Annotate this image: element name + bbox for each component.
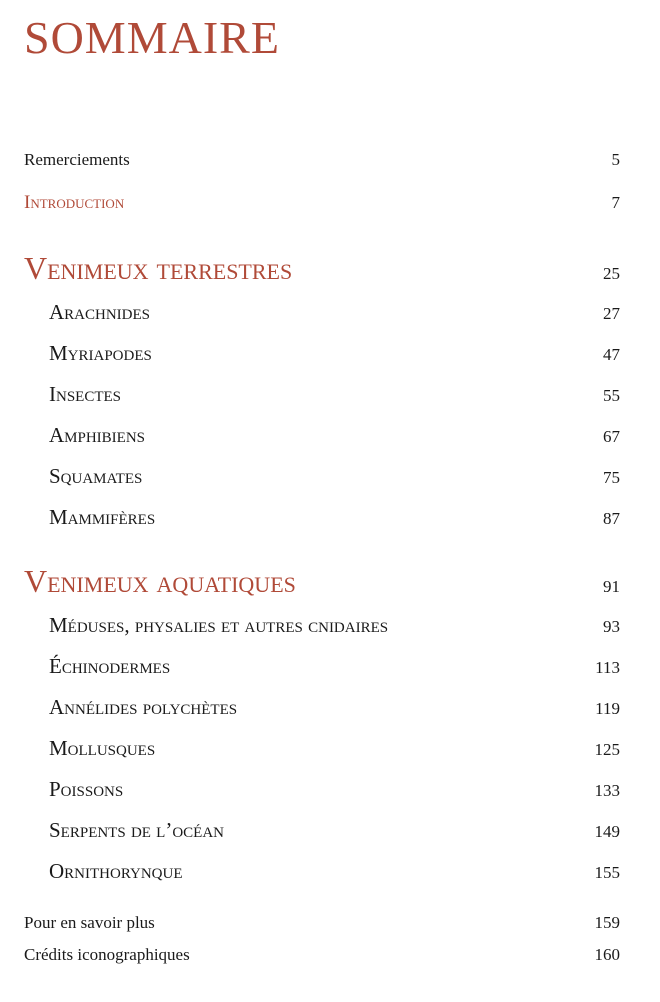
toc-chapter[interactable] bbox=[49, 300, 620, 325]
entry-page: 159 bbox=[594, 913, 620, 932]
part-page: 91 bbox=[603, 577, 620, 596]
chapter-page: 67 bbox=[603, 427, 620, 446]
chapter-page: 87 bbox=[603, 509, 620, 528]
chapter-page: 133 bbox=[594, 781, 620, 800]
toc-entry-credits[interactable] bbox=[24, 945, 620, 965]
toc-chapter[interactable] bbox=[49, 777, 620, 802]
chapter-page: 55 bbox=[603, 386, 620, 405]
toc-chapter[interactable] bbox=[49, 613, 620, 638]
chapter-label: Méduses, physalies et autres cnidaires bbox=[49, 613, 389, 637]
entry-label: Remerciements bbox=[24, 150, 130, 169]
chapter-page: 149 bbox=[594, 822, 620, 841]
chapter-page: 27 bbox=[603, 304, 620, 323]
chapter-label: Amphibiens bbox=[49, 423, 146, 447]
chapter-label: Mammifères bbox=[49, 505, 156, 529]
chapter-label: Serpents de l’océan bbox=[49, 818, 225, 842]
chapter-page: 75 bbox=[603, 468, 620, 487]
chapter-label: Squamates bbox=[49, 464, 143, 488]
toc-chapter[interactable] bbox=[49, 654, 620, 679]
chapter-page: 155 bbox=[594, 863, 620, 882]
chapter-label: Annélides polychètes bbox=[49, 695, 238, 719]
page-title: SOMMAIRE bbox=[24, 12, 280, 63]
toc-chapter[interactable] bbox=[49, 818, 620, 843]
chapter-page: 47 bbox=[603, 345, 620, 364]
part-page: 25 bbox=[603, 264, 620, 283]
toc-entry-introduction[interactable] bbox=[24, 192, 620, 214]
toc-chapter[interactable] bbox=[49, 505, 620, 530]
entry-label: Pour en savoir plus bbox=[24, 913, 155, 932]
part-label: Venimeux aquatiques bbox=[24, 563, 296, 599]
chapter-label: Échinodermes bbox=[49, 654, 171, 678]
toc-entry-remerciements[interactable] bbox=[24, 150, 620, 170]
chapter-page: 125 bbox=[594, 740, 620, 759]
entry-page: 7 bbox=[611, 193, 620, 212]
chapter-label: Myriapodes bbox=[49, 341, 152, 365]
chapter-page: 119 bbox=[595, 699, 620, 718]
chapter-label: Arachnides bbox=[49, 300, 151, 324]
entry-label: Introduction bbox=[24, 192, 125, 213]
chapter-page: 93 bbox=[603, 617, 620, 636]
chapter-label: Poissons bbox=[49, 777, 124, 801]
entry-label: Crédits iconographiques bbox=[24, 945, 190, 964]
chapter-label: Ornithorynque bbox=[49, 859, 183, 883]
toc-chapter[interactable] bbox=[49, 736, 620, 761]
toc-entry-pour-en-savoir-plus[interactable] bbox=[24, 913, 620, 933]
toc-part-aquatiques[interactable] bbox=[24, 563, 620, 600]
toc-chapter[interactable] bbox=[49, 464, 620, 489]
toc-chapter[interactable] bbox=[49, 859, 620, 884]
entry-page: 160 bbox=[594, 945, 620, 964]
chapter-page: 113 bbox=[595, 658, 620, 677]
part-label: Venimeux terrestres bbox=[24, 250, 293, 286]
toc-chapter[interactable] bbox=[49, 695, 620, 720]
toc-chapter[interactable] bbox=[49, 382, 620, 407]
entry-page: 5 bbox=[611, 150, 620, 169]
chapter-label: Insectes bbox=[49, 382, 122, 406]
toc-chapter[interactable] bbox=[49, 423, 620, 448]
toc-part-terrestres[interactable] bbox=[24, 250, 620, 287]
toc-chapter[interactable] bbox=[49, 341, 620, 366]
chapter-label: Mollusques bbox=[49, 736, 156, 760]
